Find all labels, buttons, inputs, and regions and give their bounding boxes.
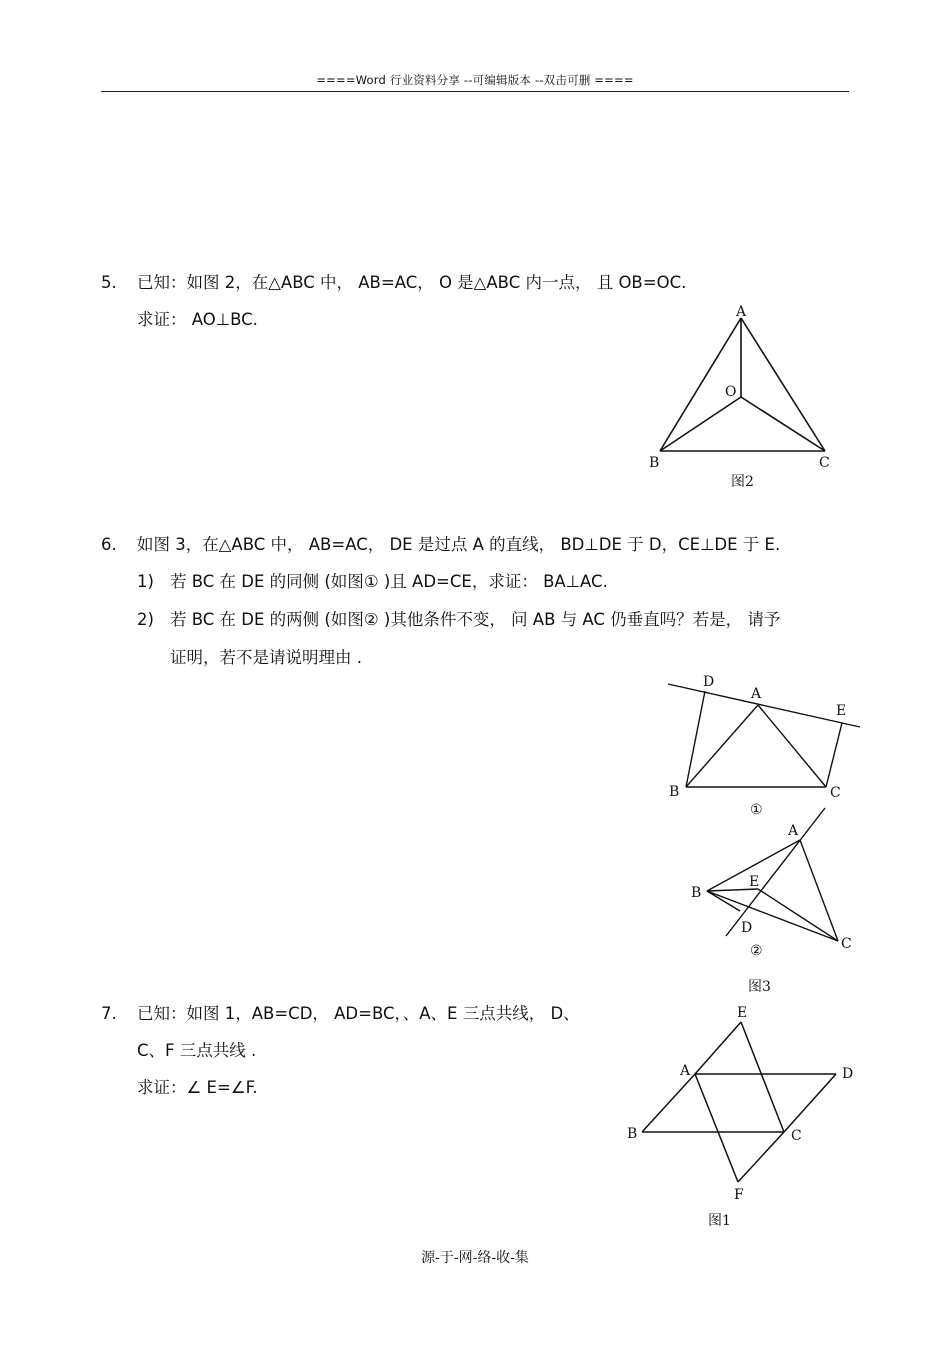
fig1-label-b: B [627,1126,638,1142]
fig3-2-label-a: A [788,823,799,839]
fig1-label-c: C [791,1128,802,1144]
fig3-1-label-e: E [836,703,847,719]
problem-7-prove: 求证：∠ E=∠F. [137,1078,258,1097]
fig3-1-label-b: B [669,784,680,800]
fig1-label-a: A [680,1063,691,1079]
fig1-label-e: E [737,1005,748,1021]
problem-5-prove: 求证： AO⊥BC. [137,310,258,329]
fig2-label-c: C [819,455,830,471]
problem-7-statement-line2: C、F 三点共线 . [137,1041,257,1060]
fig2-label-o: O [725,384,737,400]
fig3-2-label-b: B [691,885,702,901]
fig2-label-a: A [736,304,747,320]
fig3-2-label-d: D [741,920,753,936]
fig3-2-label-c: C [841,936,852,952]
figure-3 [660,670,870,1000]
problem-5-statement: 已知：如图 2，在△ABC 中， AB=AC， O 是△ABC 内一点， 且 OB=OC. [137,273,687,292]
problem-5-number: 5. [101,273,117,292]
problem-6-number: 6. [101,535,117,554]
fig3-1-caption: ① [750,802,763,818]
fig1-caption: 图1 [708,1213,731,1229]
figure-1 [620,1000,870,1235]
problem-7-statement-line1: 已知：如图 1，AB=CD， AD=BC，、A、E 三点共线， D、 [137,1004,580,1023]
problem-6-statement: 如图 3，在△ABC 中， AB=AC， DE 是过点 A 的直线， BD⊥DE 于 D，CE⊥DE 于 E. [137,535,781,554]
page-header: ====Word 行业资料分享 --可编辑版本 --双击可删 ==== [316,73,634,87]
fig1-label-f: F [734,1187,744,1203]
fig3-2-caption: ② [750,943,763,959]
fig3-2-label-e: E [749,874,760,890]
fig2-caption: 图2 [731,474,754,490]
problem-6-sub1-text: 若 BC 在 DE 的同侧 (如图① )且 AD=CE，求证： BA⊥AC. [170,572,608,591]
problem-6-sub1-number: 1) [137,572,154,591]
fig3-1-label-c: C [830,785,841,801]
header-divider [101,91,849,92]
fig3-1-label-d: D [703,674,715,690]
fig3-1-label-a: A [751,686,762,702]
problem-6-sub2-text-line2: 证明，若不是请说明理由 . [170,648,362,667]
fig2-label-b: B [649,455,660,471]
problem-6-sub2-number: 2) [137,610,154,629]
fig1-label-d: D [842,1066,854,1082]
problem-7-number: 7. [101,1004,117,1023]
fig3-caption: 图3 [748,979,771,995]
figure-2 [640,300,850,495]
problem-6-sub2-text-line1: 若 BC 在 DE 的两侧 (如图② )其他条件不变， 问 AB 与 AC 仍垂直吗？若是， 请予 [170,610,781,629]
page-footer: 源-于-网-络-收-集 [421,1250,529,1266]
